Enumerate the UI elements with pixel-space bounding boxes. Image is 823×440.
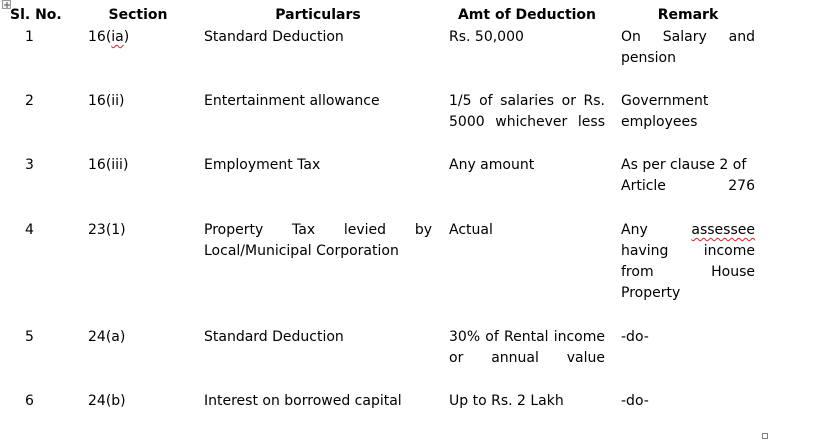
- amt-cell: Any amount: [449, 157, 535, 173]
- section-cell: 16(ia): [88, 29, 130, 45]
- section-cell: 24(b): [88, 393, 126, 409]
- sl-no-cell: 6: [25, 393, 34, 409]
- sl-no-cell: 1: [25, 29, 34, 45]
- particulars-cell: Employment Tax: [204, 157, 321, 173]
- section-cell: 16(ii): [88, 93, 125, 109]
- particulars-cell: Entertainment allowance: [204, 93, 380, 109]
- particulars-cell: Standard Deduction: [204, 29, 344, 45]
- amt-cell: Rs. 50,000: [449, 29, 524, 45]
- particulars-cell: Property Tax levied by Local/Municipal Corporation: [204, 222, 432, 259]
- header-particulars: Particulars: [275, 7, 361, 23]
- sl-no-cell: 2: [25, 93, 34, 109]
- sl-no-cell: 3: [25, 157, 34, 173]
- spelling-underline: ia: [111, 29, 124, 45]
- amt-cell: Up to Rs. 2 Lakh: [449, 393, 564, 409]
- section-cell: 16(iii): [88, 157, 129, 173]
- header-remark: Remark: [657, 7, 719, 23]
- remark-cell: On Salary and pension: [621, 29, 755, 66]
- remark-cell: As per clause 2 of Article 276: [621, 157, 755, 194]
- header-sl-no: Sl. No.: [10, 7, 62, 23]
- header-section: Section: [108, 7, 168, 23]
- table-resize-handle[interactable]: [762, 433, 768, 439]
- remark-cell: -do-: [621, 393, 649, 409]
- section-cell: 24(a): [88, 329, 126, 345]
- remark-cell: -do-: [621, 329, 649, 345]
- amt-cell: 1/5 of salaries or Rs. 5000 whichever less: [449, 93, 605, 130]
- remark-cell: Government employees: [621, 93, 709, 130]
- section-cell: 23(1): [88, 222, 126, 238]
- remark-cell: Any assessee having income from House Property: [621, 222, 755, 301]
- spelling-underline: assessee: [691, 222, 755, 238]
- header-amt-of-deduction: Amt of Deduction: [457, 7, 597, 23]
- particulars-cell: Standard Deduction: [204, 329, 344, 345]
- sl-no-cell: 5: [25, 329, 34, 345]
- sl-no-cell: 4: [25, 222, 34, 238]
- amt-cell: Actual: [449, 222, 493, 238]
- particulars-cell: Interest on borrowed capital: [204, 393, 402, 409]
- amt-cell: 30% of Rental income or annual value: [449, 329, 605, 366]
